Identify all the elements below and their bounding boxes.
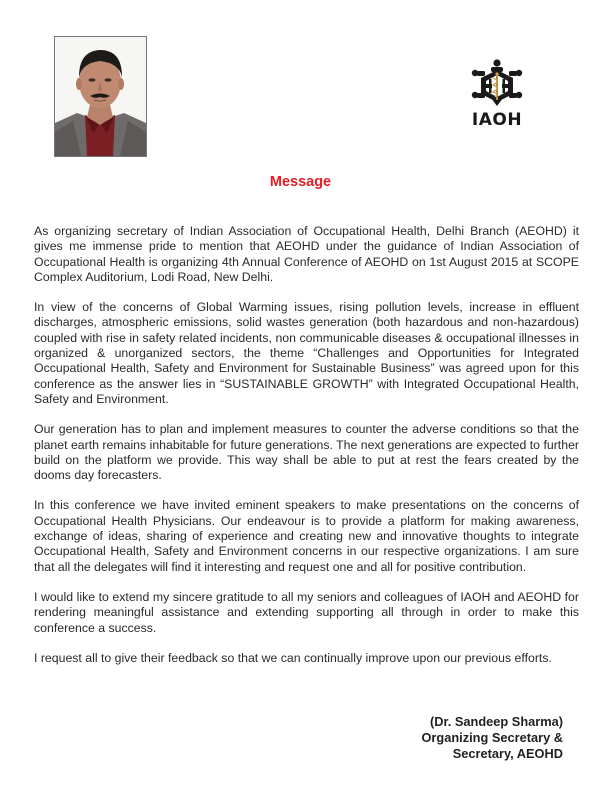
author-photo [54, 36, 147, 157]
paragraph-feedback: I request all to give their feedback so that we can continually improve upon our previous efforts. [34, 650, 552, 665]
portrait-image [55, 37, 146, 156]
paragraph-generation: Our generation has to plan and implement measures to counter the adverse conditions so that the planet earth remains inhabitable for future generations. The next generations are expected to further build on the platform we provide. This way shall be able to put at rest the fears created by the dooms day forecasters. [34, 422, 579, 483]
logo-text: IAOH [471, 110, 523, 130]
paragraph-intro: As organizing secretary of Indian Association of Occupational Health, Delhi Branch (AEOHD) it gives me immense pride to mention that AEOHD under the guidance of Indian Association of Occupational Health is organizing 4th Annual Conference of AEOHD on 1st August 2015 at SCOPE Complex Auditorium, Lodi Road, New Delhi. [34, 224, 579, 284]
paragraph-gratitude: I would like to extend my sincere gratitude to all my seniors and colleagues of IAOH and AEOHD for rendering meaningful assistance and extending supporting all through in order to make this conference a success. [34, 589, 579, 635]
signature-block [421, 714, 563, 762]
signatory-role-line2: Secretary, AEOHD [452, 746, 563, 761]
signatory-role-line1: Organizing Secretary & [421, 730, 563, 745]
paragraph-speakers: In this conference we have invited eminent speakers to make presentations on the concerns of Occupational Health Physicians. Our endeavour is to provide a platform for making awareness, exchange of ideas, sharing of experience and creating new and innovative thoughts to integrate Occupational Health, Safety and Environment concerns in our respective organizations. I am sure that all the delegates will find it interesting and request one and all for positive contribution. [34, 498, 579, 574]
paragraph-theme: In view of the concerns of Global Warming issues, rising pollution levels, increase in effluent discharges, atmospheric emissions, solid wastes generation (both hazardous and non-hazardous) coupled with rise in safety related incidents, non communicable diseases & occupational illnesses in organized & unorganized sectors, the theme “Challenges and Opportunities for Integrated Occupational Health, Safety and Environment for Sustainable Business” was agreed upon for this conference as the answer lies in “SUSTAINABLE GROWTH” with Integrated Occupational Health, Safety and Environment. [34, 300, 579, 406]
iaoh-logo [458, 58, 536, 130]
iaoh-emblem-icon [469, 58, 525, 112]
page-title: Message [269, 174, 332, 190]
message-body [34, 224, 579, 681]
signatory-name: (Dr. Sandeep Sharma) [430, 714, 563, 729]
